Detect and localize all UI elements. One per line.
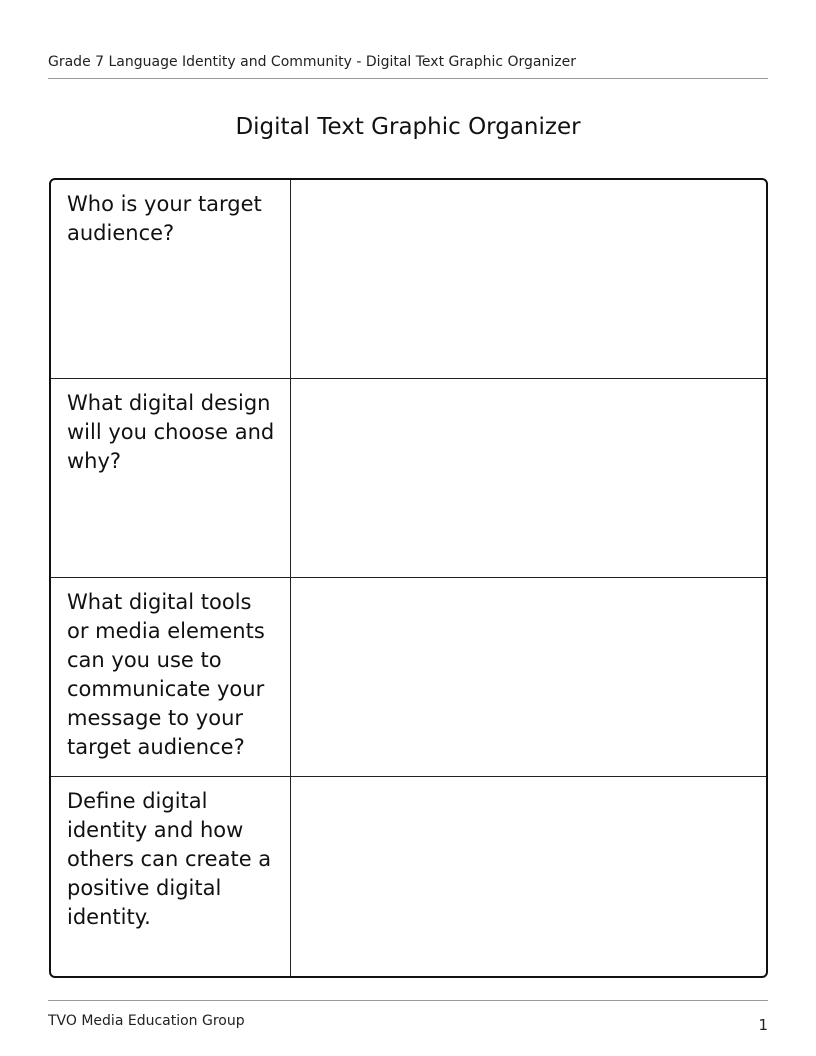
footer-organization: TVO Media Education Group bbox=[48, 1013, 245, 1029]
document-header: Grade 7 Language Identity and Community - Digital Text Graphic Organizer bbox=[48, 54, 576, 70]
graphic-organizer-table bbox=[49, 178, 768, 978]
footer-divider bbox=[48, 1000, 768, 1001]
organizer-row-target-audience bbox=[51, 180, 766, 379]
answer-field-digital-identity[interactable] bbox=[291, 777, 766, 976]
answer-field-digital-tools[interactable] bbox=[291, 578, 766, 776]
page-title: Digital Text Graphic Organizer bbox=[235, 114, 581, 140]
question-cell: What digital tools or media elements can you use to communicate your message to your target audience? bbox=[51, 578, 291, 776]
answer-field-target-audience[interactable] bbox=[291, 180, 766, 378]
question-cell: Define digital identity and how others can create a positive digital identity. bbox=[51, 777, 291, 976]
answer-field-digital-design[interactable] bbox=[291, 379, 766, 577]
organizer-row-digital-tools bbox=[51, 578, 766, 777]
organizer-row-digital-design bbox=[51, 379, 766, 578]
page-number: 1 bbox=[758, 1016, 768, 1034]
question-cell: What digital design will you choose and why? bbox=[51, 379, 291, 577]
header-divider bbox=[48, 78, 768, 79]
question-cell: Who is your target audience? bbox=[51, 180, 291, 378]
organizer-row-digital-identity bbox=[51, 777, 766, 976]
